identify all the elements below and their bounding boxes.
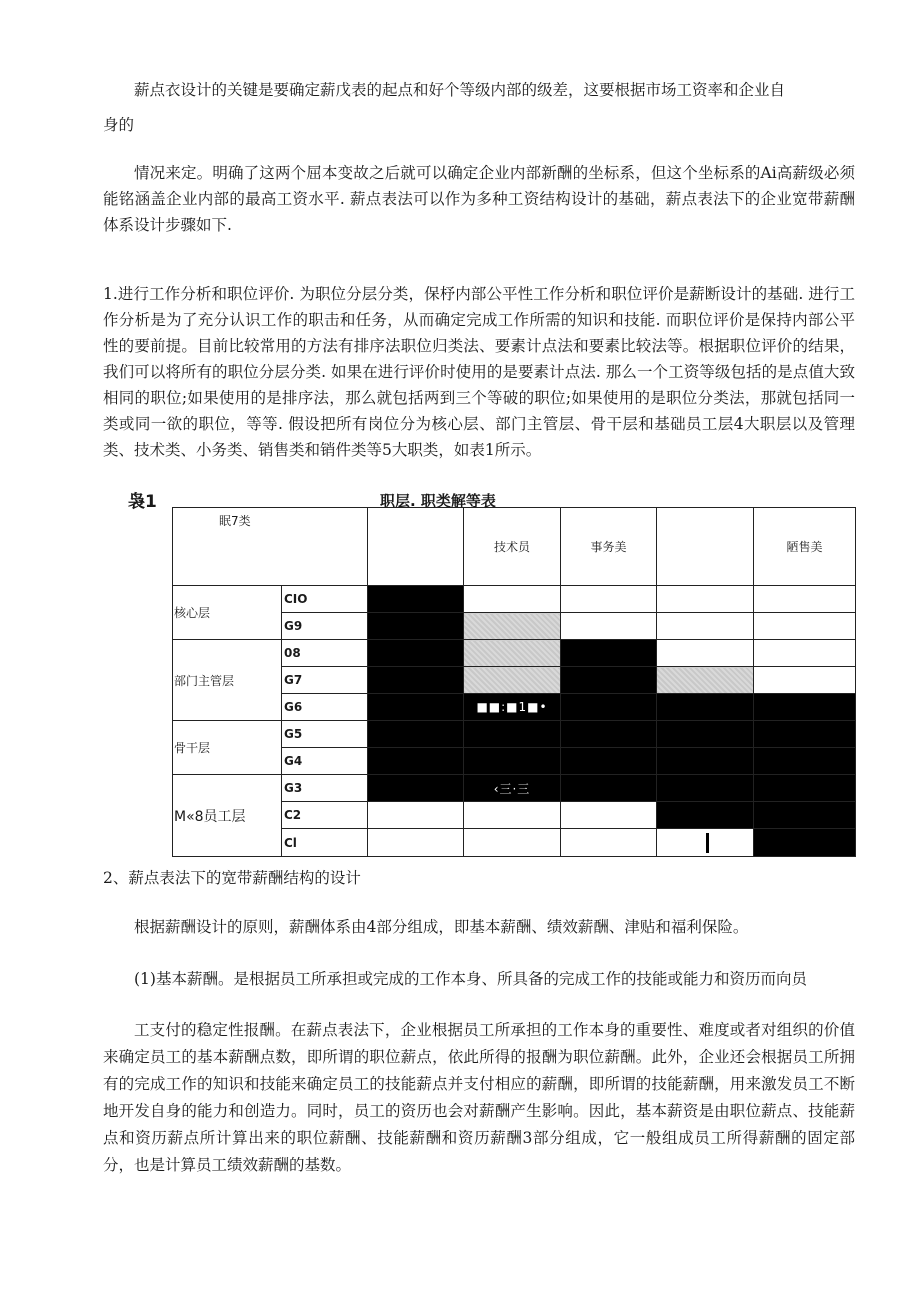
table-cell (657, 667, 754, 694)
step2-intro: 根据薪酬设计的原则，薪酬体系由4部分组成，即基本薪酬、绩效薪酬、津贴和福利保险。 (134, 918, 749, 936)
table-corner-cell (173, 508, 368, 586)
header-cell: 陋售美 (754, 508, 856, 586)
table-cell (561, 694, 657, 721)
table-cell (561, 829, 657, 857)
table-cell (657, 829, 754, 857)
table-cell (464, 613, 561, 640)
table-cell-text: ■■:■1■• (464, 694, 561, 721)
table-cell (464, 640, 561, 667)
layer-label: 骨干层 (173, 721, 282, 775)
table-cell (561, 748, 657, 775)
table-cell (561, 802, 657, 829)
grade-label: G3 (282, 775, 368, 802)
table-cell (561, 586, 657, 613)
grade-table (172, 507, 856, 857)
table-cell (754, 640, 856, 667)
intro-line-1: 薪点衣设计的关键是要确定薪戊表的起点和好个等级内部的级差，这要根据市场工资率和企业自 (134, 81, 786, 99)
table-cell (657, 721, 754, 748)
table-cell (754, 667, 856, 694)
table-cell (464, 586, 561, 613)
step2-heading: 2、薪点表法下的宽带薪酬结构的设计 (103, 869, 361, 887)
grade-label: G6 (282, 694, 368, 721)
intro-paragraph: 情况来定。明确了这两个屈本变故之后就可以确定企业内部新酬的坐标系，但这个坐标系的Ai高薪级必须能铭涵盖企业内部的最高工资水平. 薪点表法可以作为多种工资结构设计的基础，薪点表法下的企业宽带薪酬体系设计步骤如下. (103, 164, 855, 234)
grade-label: 08 (282, 640, 368, 667)
table-cell (368, 667, 464, 694)
table-cell (657, 613, 754, 640)
grade-label: C2 (282, 802, 368, 829)
table-cell (464, 829, 561, 857)
table-cell (754, 721, 856, 748)
table-cell (561, 613, 657, 640)
table-cell (657, 694, 754, 721)
table-cell (464, 667, 561, 694)
layer-label: 部门主管层 (173, 640, 282, 721)
table-cell (657, 775, 754, 802)
table-cell (561, 667, 657, 694)
table-cell (464, 748, 561, 775)
table-cell (754, 613, 856, 640)
table-label: 袅1 (128, 492, 157, 512)
table-cell (368, 721, 464, 748)
header-cell: 技术员 (464, 508, 561, 586)
table-cell (657, 586, 754, 613)
table-cell (754, 586, 856, 613)
table-cell (561, 775, 657, 802)
table-cell (657, 802, 754, 829)
layer-label: 核心层 (173, 586, 282, 640)
table-cell (657, 640, 754, 667)
header-cell (368, 508, 464, 586)
step1-paragraph: 1.进行工作分析和职位评价. 为职位分层分类，保杼内部公平性工作分析和职位评价是薪断设计的基础. 进行工作分析是为了充分认识工作的职击和任务，从而确定完成工作所需的知识和技能. 而职位评价是保持内部公平性的要前提。目前比较常用的方法有排序法职位归类法、要素计点法和要素比较法等。根据职位评价的结果，我们可以将所有的职位分层分类. 如果在进行评价时使用的是要素计点法. 那么一个工资等级包括的是点值大致相同的职位;如果使用的是排序法，那么就包括两到三个等破的职位;如果使用的是职位分类法，那就包括同一类或同一欲的职位，等等. 假设把所有岗位分为核心层、部门主管层、骨干层和基础员工层4大职层以及管理类、技术类、小务类、销售类和销件类等5大职类，如表1所示。 (103, 285, 855, 459)
table-cell (368, 586, 464, 613)
table-cell (368, 694, 464, 721)
grade-label: G4 (282, 748, 368, 775)
table-cell (368, 640, 464, 667)
intro-line-2: 身的 (103, 116, 135, 134)
grade-label: G7 (282, 667, 368, 694)
corner-label: 眠7类 (219, 514, 251, 528)
header-cell (657, 508, 754, 586)
bar-marker (706, 833, 709, 853)
table-cell (464, 802, 561, 829)
table-cell (368, 613, 464, 640)
layer-label: M«8员工层 (173, 775, 282, 857)
grade-label: G5 (282, 721, 368, 748)
table-cell (368, 748, 464, 775)
table-cell (368, 775, 464, 802)
table-title: 职层. 职类解等表 (380, 492, 496, 510)
table-cell (754, 694, 856, 721)
table-cell (368, 829, 464, 857)
table-cell (754, 775, 856, 802)
table-cell (754, 829, 856, 857)
table-cell (464, 721, 561, 748)
table-cell (561, 721, 657, 748)
basic-pay-paragraph: 工支付的稳定性报酬。在薪点表法下，企业根据员工所承担的工作本身的重要性、难度或者对组织的价值来确定员工的基本薪酬点数，即所谓的职位薪点，依此所得的报酬为职位薪酬。此外，企业还会根据员工所拥有的完成工作的知识和技能来确定员工的技能薪点并支付相应的薪酬，即所谓的技能薪酬，用来激发员工不断地开发自身的能力和创造力。同时，员工的资历也会对薪酬产生影响。因此，基本薪资是由职位薪点、技能薪点和资历薪点所计算出来的职位薪酬、技能薪酬和资历薪酬3部分组成，它一般组成员工所得薪酬的固定部分，也是计算员工绩效薪酬的基数。 (103, 1021, 855, 1174)
grade-label: CIO (282, 586, 368, 613)
table-cell (754, 748, 856, 775)
table-cell (754, 802, 856, 829)
table-cell (657, 748, 754, 775)
grade-label: G9 (282, 613, 368, 640)
grade-label: Cl (282, 829, 368, 857)
table-cell-text: ‹三·三 (464, 775, 561, 802)
header-cell: 事务美 (561, 508, 657, 586)
table-cell (368, 802, 464, 829)
basic-pay-line: (1)基本薪酬。是根据员工所承担或完成的工作本身、所具备的完成工作的技能或能力和资历而向员 (134, 970, 807, 988)
table-cell (561, 640, 657, 667)
